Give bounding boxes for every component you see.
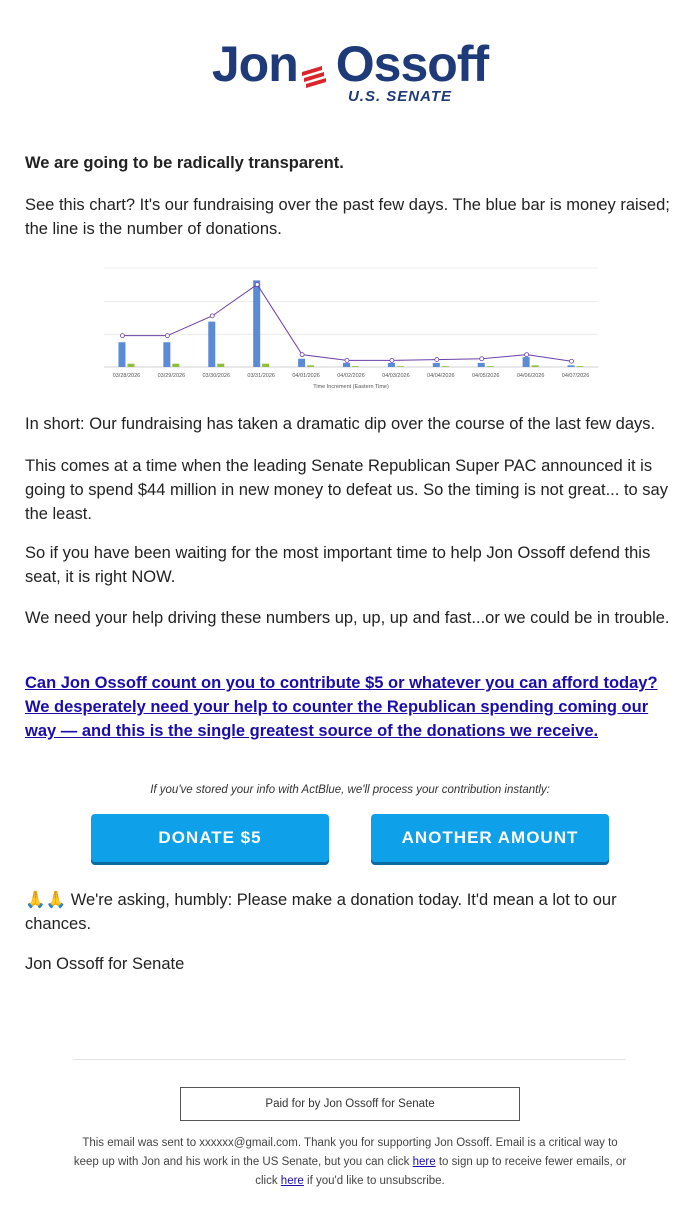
chart-bar-money bbox=[118, 342, 125, 367]
fewer-emails-link[interactable]: here bbox=[412, 1156, 436, 1168]
chart-bar-money bbox=[388, 363, 395, 367]
footer-text-1: This email was sent to xxxxxx@gmail.com. Thank you for supporting Jon Ossoff. Email is a critical way to keep up with Jon and his work in the US Senate, but you can click bbox=[73, 1137, 618, 1168]
unsubscribe-link[interactable]: here bbox=[280, 1175, 304, 1187]
footer-text-3: if you'd like to unsubscribe. bbox=[303, 1175, 445, 1187]
logo-wordmark bbox=[212, 36, 488, 92]
paragraph-super-pac: This comes at a time when the leading Senate Republican Super PAC announced it is going to spend $44 million in new money to defeat us. So the timing is not great... to say the least. bbox=[25, 457, 668, 523]
logo-stripes-icon bbox=[300, 47, 334, 81]
chart-x-tick-label: 03/30/2026 bbox=[202, 373, 231, 379]
chart-bar-secondary bbox=[487, 366, 494, 367]
logo-first-name: Jon bbox=[211, 36, 298, 92]
chart-bar-money bbox=[478, 363, 485, 367]
chart-bar-money bbox=[298, 359, 305, 367]
chart-x-tick-label: 03/28/2026 bbox=[112, 373, 141, 379]
chart-x-tick-label: 04/06/2026 bbox=[516, 373, 545, 379]
chart-bar-secondary bbox=[262, 364, 269, 367]
chart-line-point bbox=[525, 353, 529, 357]
praying-hands-icon: 🙏🙏 bbox=[25, 891, 67, 909]
paragraph-dip: In short: Our fundraising has taken a dramatic dip over the course of the last few days. bbox=[25, 415, 656, 433]
chart-line-point bbox=[300, 353, 304, 357]
chart-x-tick-label: 04/02/2026 bbox=[337, 373, 365, 379]
chart-x-tick-label: 04/05/2026 bbox=[471, 373, 500, 379]
footer-text-2: to sign up to receive fewer emails, or click bbox=[255, 1156, 627, 1187]
chart-bar-secondary bbox=[397, 366, 404, 367]
chart-line-point bbox=[570, 359, 574, 363]
cta-paragraph bbox=[25, 671, 680, 743]
chart-x-tick-label: 04/07/2026 bbox=[561, 373, 590, 379]
chart-x-tick-label: 04/01/2026 bbox=[292, 373, 320, 379]
chart-x-tick-label: 04/04/2026 bbox=[427, 373, 455, 379]
signoff: Jon Ossoff for Senate bbox=[25, 955, 185, 973]
actblue-note: If you've stored your info with ActBlue, we'll process your contribution instantly: bbox=[150, 784, 550, 796]
chart-line-point bbox=[390, 358, 394, 362]
paragraph-chart-intro: See this chart? It's our fundraising over the past few days. The blue bar is money raised; the line is the number of donations. bbox=[25, 196, 670, 238]
chart-bar-money bbox=[253, 280, 260, 367]
chart-line-point bbox=[255, 283, 259, 287]
paragraph-asking bbox=[25, 888, 680, 936]
footer-divider bbox=[73, 1059, 626, 1060]
chart-x-axis-label: Time Increment (Eastern Time) bbox=[313, 384, 389, 390]
chart-line-point bbox=[480, 357, 484, 361]
intro-heading: We are going to be radically transparent. bbox=[25, 154, 344, 172]
chart-line-donations bbox=[122, 285, 571, 362]
another-amount-button[interactable]: ANOTHER AMOUNT bbox=[371, 814, 609, 862]
paid-for-box: Paid for by Jon Ossoff for Senate bbox=[180, 1087, 520, 1121]
chart-bar-secondary bbox=[307, 365, 314, 367]
chart-bar-money bbox=[163, 342, 170, 367]
logo-subtitle: U.S. SENATE bbox=[347, 88, 453, 105]
donate-5-button[interactable]: DONATE $5 bbox=[91, 814, 329, 862]
chart-svg bbox=[104, 263, 598, 393]
chart-bar-money bbox=[568, 365, 575, 367]
chart-bar-money bbox=[343, 363, 350, 367]
chart-bar-money bbox=[433, 363, 440, 367]
chart-line-point bbox=[345, 358, 349, 362]
contribute-link[interactable]: Can Jon Ossoff count on you to contribute $5 or whatever you can afford today? We desperately need your help to counter the Republican spending coming our way — and this is the single greatest source of the donations we receive. bbox=[25, 674, 658, 740]
chart-line-point bbox=[120, 334, 124, 338]
chart-line-point bbox=[165, 334, 169, 338]
logo-last-name: Ossoff bbox=[335, 36, 489, 92]
chart-x-tick-label: 04/03/2026 bbox=[382, 373, 410, 379]
chart-bar-secondary bbox=[127, 364, 134, 367]
chart-bar-money bbox=[523, 357, 530, 367]
chart-bar-money bbox=[208, 322, 215, 367]
chart-line-point bbox=[210, 314, 214, 318]
chart-line-point bbox=[435, 358, 439, 362]
paragraph-timing: So if you have been waiting for the most important time to help Jon Ossoff defend this seat, it is right NOW. bbox=[25, 544, 651, 586]
chart-bar-secondary bbox=[172, 364, 179, 367]
campaign-logo bbox=[0, 36, 700, 105]
fundraising-chart bbox=[104, 263, 598, 393]
chart-bar-secondary bbox=[442, 366, 449, 367]
chart-x-tick-label: 03/29/2026 bbox=[157, 373, 186, 379]
footer-text bbox=[70, 1134, 630, 1191]
chart-bar-secondary bbox=[532, 365, 539, 367]
chart-x-tick-label: 03/31/2026 bbox=[247, 373, 275, 379]
asking-text: We're asking, humbly: Please make a donation today. It'd mean a lot to our chances. bbox=[25, 891, 617, 933]
chart-bar-secondary bbox=[577, 366, 584, 367]
chart-bar-secondary bbox=[217, 364, 224, 367]
chart-bar-secondary bbox=[352, 366, 359, 367]
paragraph-numbers: We need your help driving these numbers up, up, up and fast...or we could be in trouble. bbox=[25, 609, 670, 627]
